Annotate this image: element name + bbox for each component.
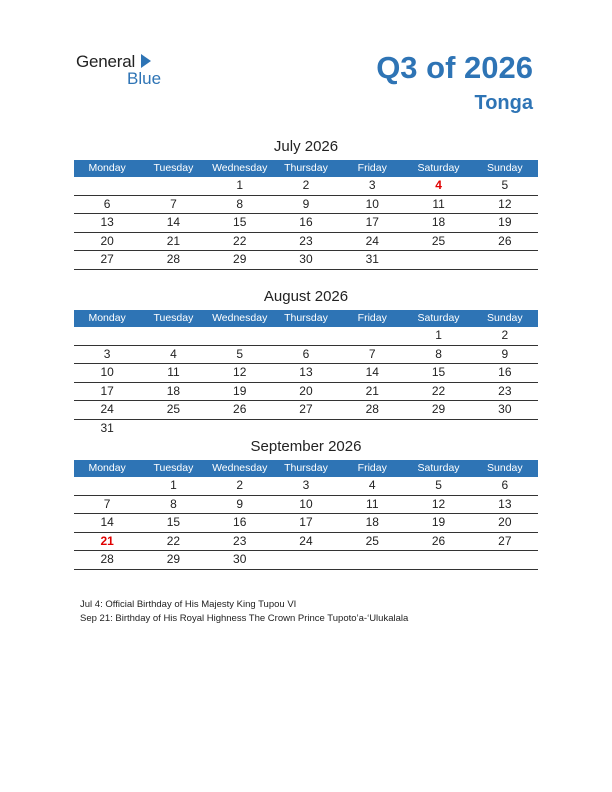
day-cell: 5 [435,478,442,492]
day-cell: 11 [366,496,379,511]
day-cell: 31 [365,252,379,266]
day-cell: 1 [236,178,244,192]
weekday-header [74,460,538,477]
day-cell: 5 [236,346,244,361]
empty-day-cell [472,551,538,569]
weekday-label: Sunday [487,312,523,324]
logo-flag-icon [141,54,151,68]
day-cell: 7 [368,346,376,361]
week-row [74,346,538,365]
day-cell: 29 [431,402,446,416]
day-cell: 25 [166,402,181,416]
week-row [74,251,538,270]
day-cell: 13 [498,496,512,511]
day-cell: 28 [365,402,379,416]
day-cell: 30 [498,402,512,416]
day-cell: 23 [299,233,313,248]
week-row [74,420,538,438]
day-cell: 8 [236,196,244,211]
day-cell: 6 [501,478,509,492]
day-cell: 10 [299,496,313,511]
week-row [74,196,538,215]
empty-day-cell [74,477,140,495]
day-cell: 23 [498,383,512,398]
empty-day-cell [207,327,273,345]
day-cell: 16 [498,365,512,379]
day-cell: 9 [501,346,509,361]
logo-general-text: General [76,52,136,71]
month-september [74,436,538,570]
holiday-note: Jul 4: Official Birthday of His Majesty King Tupou VI [80,599,297,610]
day-cell: 15 [233,215,247,229]
day-cell: 21 [166,233,181,248]
day-cell: 12 [233,365,247,379]
day-cell: 20 [498,515,512,529]
weekday-label: Tuesday [153,312,194,324]
day-cell: 16 [233,515,247,529]
empty-day-cell [273,327,339,345]
day-cell: 18 [431,215,446,229]
weekday-label: Friday [357,312,387,324]
day-cell: 10 [100,365,114,379]
weekday-label: Sunday [487,162,523,174]
day-cell: 24 [365,233,379,248]
day-cell: 1 [170,478,177,492]
day-cell: 19 [498,215,512,229]
day-cell: 17 [365,215,379,229]
day-cell: 24 [100,402,114,416]
week-row [74,214,538,233]
day-cell: 15 [431,365,446,379]
day-cell: 25 [365,533,379,548]
day-cell: 20 [299,383,313,398]
day-cell: 24 [299,533,313,548]
logo-blue-text: Blue [127,69,162,88]
weekday-label: Monday [88,162,126,174]
country-name: Tonga [474,92,533,114]
week-row [74,514,538,533]
day-cell: 28 [100,552,114,566]
day-cell: 1 [435,328,442,342]
weekday-header [74,160,538,177]
day-cell: 18 [365,515,379,529]
day-cell: 27 [498,533,512,548]
day-cell: 20 [100,233,114,248]
day-cell: 3 [103,346,111,361]
day-cell: 10 [365,196,379,211]
empty-day-cell [339,420,405,438]
weekday-label: Saturday [417,462,460,474]
day-cell: 14 [365,365,379,379]
week-row [74,551,538,570]
week-row [74,177,538,196]
month-july [74,136,538,270]
day-cell: 28 [166,252,181,266]
holiday-note: Sep 21: Birthday of His Royal Highness The Crown Prince Tupoto’a-‘Ulukalala [80,613,409,624]
empty-day-cell [74,327,140,345]
empty-day-cell [405,251,471,269]
day-cell: 19 [233,383,247,398]
day-cell: 29 [166,552,181,566]
logo [76,52,176,92]
day-cell: 23 [233,533,247,548]
month-title: August 2026 [263,288,349,305]
weekday-label: Tuesday [153,462,194,474]
day-cell: 8 [435,346,442,361]
day-cell: 13 [100,215,114,229]
empty-day-cell [339,551,405,569]
empty-day-cell [140,420,206,438]
day-cell: 26 [233,402,247,416]
day-cell: 13 [299,365,313,379]
weekday-label: Friday [357,462,387,474]
empty-day-cell [140,177,206,195]
weekday-label: Saturday [417,162,460,174]
weekday-label: Saturday [417,312,460,324]
month-grid [74,327,538,437]
empty-day-cell [472,420,538,438]
week-row [74,327,538,346]
weekday-label: Monday [88,312,126,324]
weekday-label: Thursday [284,162,328,174]
day-cell: 17 [100,383,114,398]
week-row [74,533,538,552]
week-row [74,364,538,383]
day-cell: 14 [166,215,181,229]
month-title: September 2026 [250,438,362,455]
month-august [74,286,538,437]
day-cell: 8 [170,496,177,511]
week-row [74,233,538,252]
day-cell: 9 [236,496,244,511]
weekday-label: Friday [357,162,387,174]
month-grid [74,477,538,570]
day-cell: 9 [302,196,310,211]
day-cell: 4 [435,178,442,192]
day-cell: 16 [299,215,313,229]
weekday-label: Thursday [284,312,328,324]
weekday-label: Thursday [284,462,328,474]
day-cell: 7 [170,196,177,211]
day-cell: 6 [302,346,310,361]
day-cell: 29 [233,252,247,266]
day-cell: 4 [368,478,376,492]
empty-day-cell [273,420,339,438]
weekday-label: Wednesday [212,312,268,324]
day-cell: 11 [432,196,445,211]
weekday-label: Wednesday [212,462,268,474]
day-cell: 2 [501,328,509,342]
empty-day-cell [339,327,405,345]
weekday-label: Monday [88,462,126,474]
day-cell: 22 [166,533,181,548]
day-cell: 25 [431,233,446,248]
day-cell: 21 [365,383,379,398]
holiday-notes [80,598,410,626]
empty-day-cell [405,551,471,569]
day-cell: 5 [501,178,509,192]
day-cell: 22 [431,383,446,398]
month-title: July 2026 [273,138,339,155]
day-cell: 14 [100,515,114,529]
weekday-label: Wednesday [212,162,268,174]
day-cell: 6 [103,196,111,211]
day-cell: 27 [299,402,313,416]
day-cell: 26 [431,533,446,548]
week-row [74,383,538,402]
weekday-header [74,310,538,327]
day-cell: 12 [431,496,446,511]
month-grid [74,177,538,270]
empty-day-cell [472,251,538,269]
week-row [74,477,538,496]
day-cell: 22 [233,233,247,248]
day-cell: 11 [167,365,180,379]
day-cell: 26 [498,233,512,248]
empty-day-cell [74,177,140,195]
day-cell: 12 [498,196,512,211]
day-cell: 27 [100,252,114,266]
day-cell: 15 [166,515,181,529]
empty-day-cell [273,551,339,569]
page-title: Q3 of 2026 [376,50,533,85]
empty-day-cell [207,420,273,438]
day-cell: 19 [431,515,446,529]
week-row [74,496,538,515]
day-cell: 2 [302,178,310,192]
day-cell: 30 [299,252,313,266]
weekday-label: Tuesday [153,162,194,174]
day-cell: 30 [233,552,247,566]
day-cell: 7 [103,496,111,511]
week-row [74,401,538,420]
day-cell: 21 [100,533,114,548]
empty-day-cell [405,420,471,438]
day-cell: 3 [368,178,376,192]
day-cell: 3 [302,478,310,492]
day-cell: 4 [170,346,177,361]
day-cell: 17 [299,515,313,529]
day-cell: 18 [166,383,181,398]
day-cell: 2 [236,478,244,492]
day-cell: 31 [100,420,114,435]
weekday-label: Sunday [487,462,523,474]
empty-day-cell [140,327,206,345]
